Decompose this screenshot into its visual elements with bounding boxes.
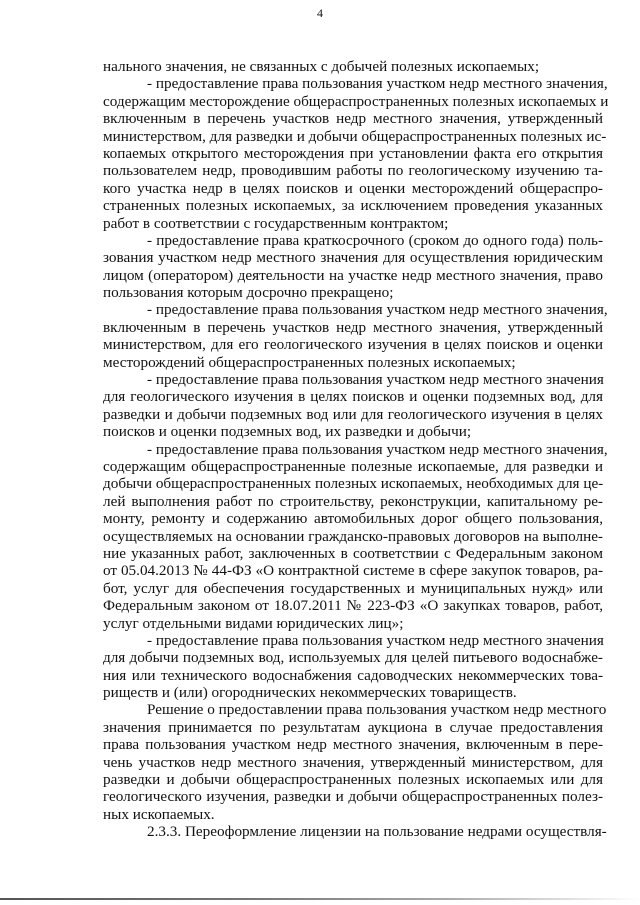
text-line: чень участков недр местного значения, утвержденный министерством, для (103, 753, 603, 771)
text-line: - предоставление права пользования участком недр местного значения (147, 631, 604, 649)
text-line: содержащим общераспространенные полезные ископаемые, для разведки и (103, 457, 603, 475)
text-line: - предоставление права пользования участком недр местного значения, (147, 301, 608, 319)
text-line: месторождений общераспространенных полезных ископаемых; (103, 353, 516, 371)
page-number: 4 (317, 6, 323, 20)
text-line: лей выполнения работ по строительству, реконструкции, капитальному ре- (103, 492, 603, 510)
text-line: права пользования участком недр местного значения, включенным в пере- (103, 736, 603, 754)
text-line: - предоставление права краткосрочного (сроком до одного года) поль- (147, 231, 603, 249)
paragraph (103, 701, 607, 823)
paragraph (103, 232, 603, 302)
text-line: министерством, для разведки и добычи общераспространенных полезных ис- (103, 127, 607, 145)
text-line: от 05.04.2013 № 44-ФЗ «О контрактной системе в сфере закупок товаров, ра- (103, 562, 603, 580)
paragraph (103, 823, 607, 841)
paragraph (103, 75, 609, 232)
text-line: разведки и добычи общераспространенных полезных ископаемых или для (103, 771, 603, 789)
text-line: разведки и добычи подземных вод или для геологического изучения в целях (103, 405, 603, 423)
text-line: страненных полезных ископаемых, за исключением проведения указанных (103, 197, 603, 215)
text-line: риществ и (или) огороднических некоммерческих товариществ. (103, 684, 517, 702)
text-line: министерством, для его геологического изучения в целях поисков и оценки (103, 336, 603, 354)
text-line: значения принимается по результатам аукциона в случае предоставления (103, 718, 603, 736)
text-line: копаемых открытого месторождения при установлении факта его открытия (103, 144, 603, 162)
text-line: для добычи подземных вод, используемых для целей питьевого водоснабже- (103, 649, 603, 667)
text-line: включенным в перечень участков недр местного значения, утвержденный (103, 318, 603, 336)
text-line: - предоставление права пользования участком недр местного значения, (147, 75, 608, 93)
paragraph (103, 58, 603, 75)
text-line: геологического изучения, разведки и добычи общераспространенных полез- (103, 788, 603, 806)
text-line: нального значения, не связанных с добычей полезных ископаемых; (103, 58, 540, 75)
text-line: Решение о предоставлении права пользования участком недр местного (147, 701, 607, 719)
scan-edge-line (0, 898, 640, 900)
text-line: зования участком недр местного значения для осуществления юридическим (103, 249, 603, 267)
text-line: для геологического изучения в целях поисков и оценки подземных вод, для (103, 388, 603, 406)
text-line: - предоставление права пользования участком недр местного значения, (147, 440, 608, 458)
text-line: пользователем недр, проводившим работы по геологическому изучению та- (103, 162, 603, 180)
text-line: работ в соответствии с государственным контрактом; (103, 214, 449, 232)
text-line: ния или технического водоснабжения садоводческих некоммерческих това- (103, 666, 603, 684)
text-line: монту, ремонту и содержанию автомобильных дорог общего пользования, (103, 510, 603, 528)
paragraph (103, 632, 603, 702)
text-line: Федеральным законом от 18.07.2011 № 223-ФЗ «О закупках товаров, работ, (103, 597, 603, 615)
text-line: включенным в перечень участков недр местного значения, утвержденный (103, 110, 603, 128)
text-line: кого участка недр в целях поисков и оценки месторождений общераспро- (103, 179, 603, 197)
text-line: лицом (оператором) деятельности на участке недр местного значения, право (103, 266, 603, 284)
text-line: содержащим месторождение общераспространенных полезных ископаемых и (103, 92, 609, 110)
text-line: бот, услуг для обеспечения государственных и муниципальных нужд» или (103, 579, 603, 597)
paragraph (103, 371, 603, 441)
paragraph (103, 301, 608, 371)
paragraph (103, 440, 608, 632)
text-line: осуществляемых на основании гражданско-правовых договоров на выполне- (103, 527, 603, 545)
text-line: ных ископаемых. (103, 805, 215, 823)
document-body (103, 58, 609, 841)
text-line: ние указанных работ, заключенных в соответствии с Федеральным законом (103, 544, 603, 562)
text-line: добычи общераспространенных полезных ископаемых, необходимых для це- (103, 475, 604, 493)
text-line: поисков и оценки подземных вод, их разведки и добычи; (103, 423, 472, 441)
text-line: - предоставление права пользования участком недр местного значения (147, 371, 604, 389)
text-line: пользования которым досрочно прекращено; (103, 284, 394, 302)
text-line: услуг отдельными видами юридических лиц»; (103, 614, 404, 632)
text-line: 2.3.3. Переоформление лицензии на пользование недрами осуществля- (147, 823, 607, 841)
